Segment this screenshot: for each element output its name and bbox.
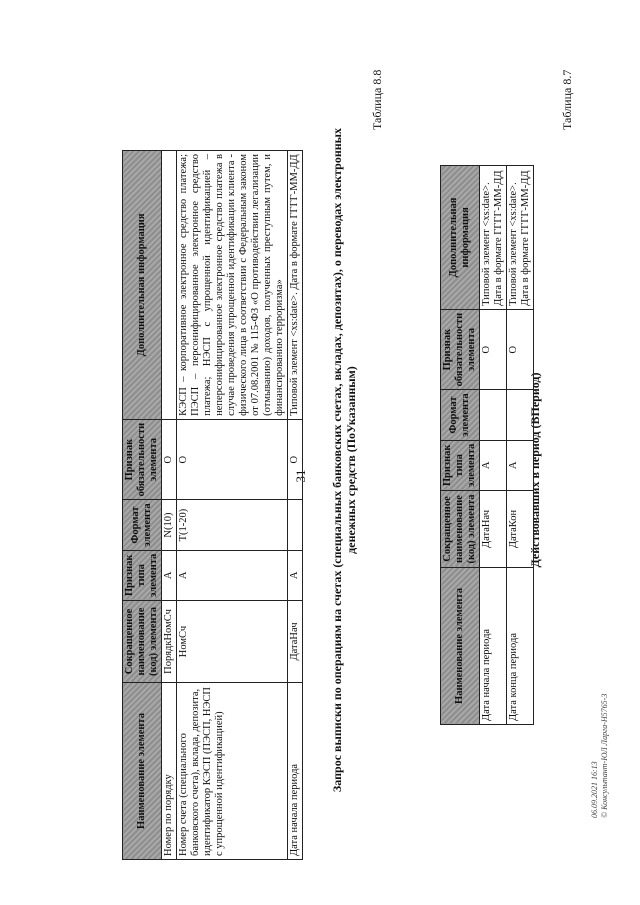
info-line: Дата в формате ГГГГ-ММ-ДД (493, 170, 504, 306)
header-required: Признак обязательности элемента (123, 419, 162, 500)
cell-info: КЭСП – корпоративное электронное средство платежа; ПЭСП – персонифицированное электронное средство платежа; НЭСП с упрощенной идентификацией – неперсонифицированное электронное средство платежа в случае проведения упрощенной идентификации клиента - физического лица в соответствии с Федеральным законом от 07.08.2001 № 115-ФЗ «О противодействии легализации (отмыванию) доходов, полученных преступным путем, и финансированию терроризма» (177, 151, 288, 420)
table-row (162, 151, 177, 860)
cell-info (507, 166, 534, 310)
table-row (288, 151, 303, 860)
footer-timestamp: 06.09.2021 16:13 (590, 761, 599, 818)
header-type: Признак типа элемента (123, 550, 162, 600)
table-8-8-title (330, 80, 358, 840)
cell-format (507, 390, 534, 440)
cell-format: T(1-20) (177, 500, 288, 550)
header-name: Наименование элемента (123, 683, 162, 860)
info-line: Типовой элемент <xs:date>. (508, 182, 519, 306)
cell-name: Номер по порядку (162, 683, 177, 860)
cell-name: Номер счета (специального банковского счета), вклада, депозита, идентификатор КЭСП (ПЭСП, НЭСП с упрощенной идентификацией) (177, 683, 288, 860)
cell-type: А (162, 550, 177, 600)
header-required: Признак обязательности элемента (441, 309, 480, 390)
header-type: Признак типа элемента (441, 440, 480, 490)
info-line: Типовой элемент <xs:date>. (481, 182, 492, 306)
table-8-7 (440, 165, 534, 725)
cell-code: НомСч (177, 601, 288, 683)
header-format: Формат элемента (441, 390, 480, 440)
cell-code: ДатаНач (480, 491, 507, 568)
cell-info (480, 166, 507, 310)
cell-required: О (288, 419, 303, 500)
header-format: Формат элемента (123, 500, 162, 550)
cell-format (288, 500, 303, 550)
table-8-8-title-line2: денежных средств (ПоУказанным) (344, 366, 358, 554)
cell-required: О (507, 309, 534, 390)
table-header-row (441, 166, 480, 725)
info-line: Дата в формате ГГГГ-ММ-ДД (520, 170, 531, 306)
header-code: Сокращенное наименование (код) элемента (441, 491, 480, 568)
cell-info (162, 151, 177, 420)
cell-name: Дата начала периода (480, 568, 507, 725)
table-row (177, 151, 288, 860)
cell-format: N(10) (162, 500, 177, 550)
cell-required: О (162, 419, 177, 500)
cell-type: А (507, 440, 534, 490)
header-info: Дополнительная информация (123, 151, 162, 420)
footer (590, 658, 610, 818)
cell-code: ПорядкНомСч (162, 601, 177, 683)
table-8-7-caption: Таблица 8.7 (560, 69, 574, 130)
rotated-content (60, 50, 580, 900)
footer-source: © Консультант-ЮЛ Ларга-H5765-3 (600, 693, 609, 818)
cell-type: А (480, 440, 507, 490)
table-8-7-title: Действовавших в период (ВПериод) (528, 372, 542, 568)
cell-type: А (177, 550, 288, 600)
cell-name: Дата конца периода (507, 568, 534, 725)
cell-code: ДатаНач (288, 601, 303, 683)
table-8-8 (122, 150, 303, 860)
table-row (507, 166, 534, 725)
table-8-8-title-line1: Запрос выписки по операциям на счетах (специальных банковских счетах, вкладах, депозитах), о переводах электронных (330, 127, 344, 793)
header-info: Дополнительная информация (441, 166, 480, 310)
header-name: Наименование элемента (441, 568, 480, 725)
cell-type: А (288, 550, 303, 600)
cell-required: О (177, 419, 288, 500)
table-8-8-caption: Таблица 8.8 (370, 69, 384, 130)
cell-info: Типовой элемент <xs:date>. Дата в формате ГГГГ-ММ-ДД (288, 151, 303, 420)
page-number: 31 (293, 469, 308, 483)
cell-required: О (480, 309, 507, 390)
cell-name: Дата начала периода (288, 683, 303, 860)
table-row (480, 166, 507, 725)
table-header-row (123, 151, 162, 860)
cell-format (480, 390, 507, 440)
header-code: Сокращенное наименование (код) элемента (123, 601, 162, 683)
cell-code: ДатаКон (507, 491, 534, 568)
